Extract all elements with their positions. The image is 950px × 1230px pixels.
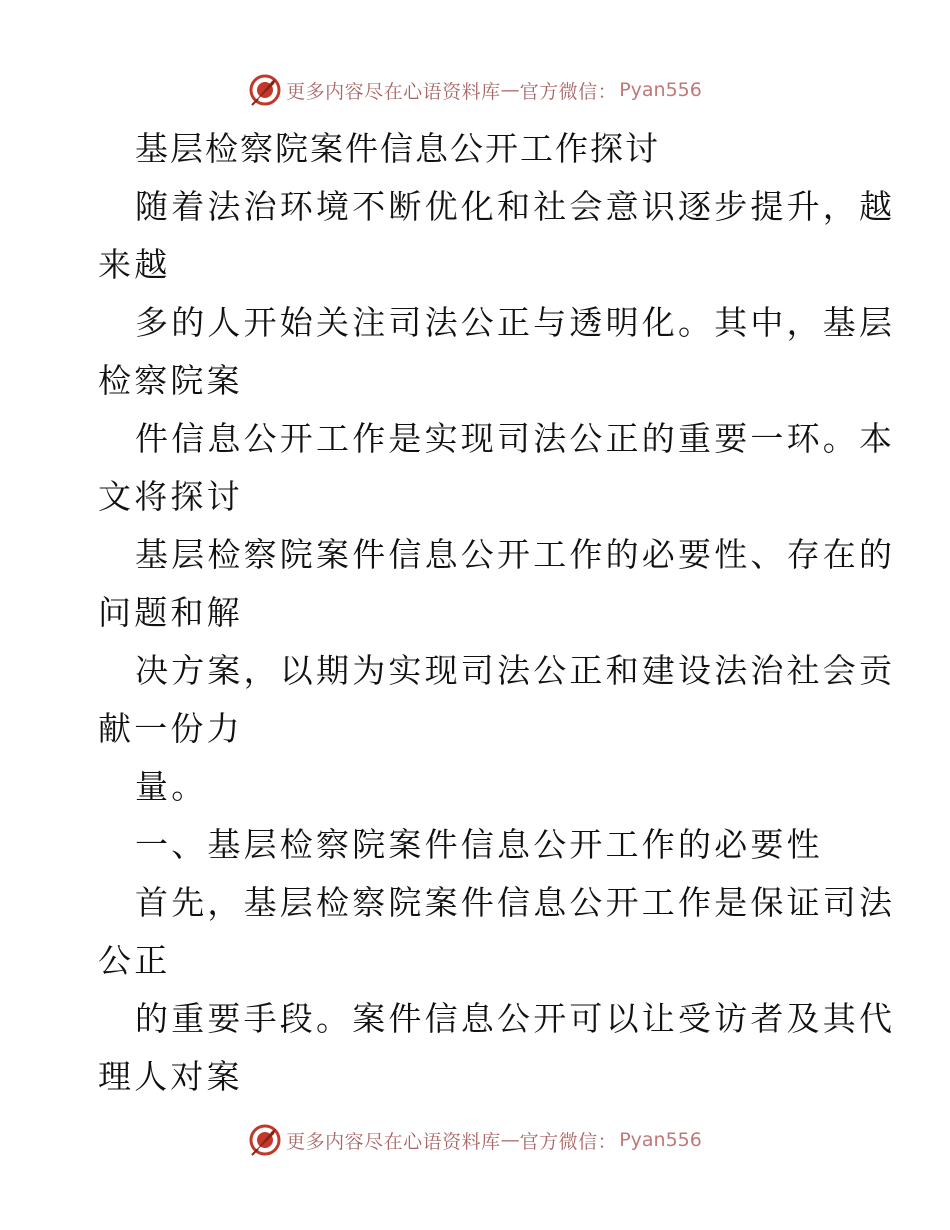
text-line: 检察院案 — [98, 361, 243, 400]
text-line: 来越 — [98, 245, 171, 284]
text-line: 文将探讨 — [98, 477, 243, 516]
watermark-separator: — — [500, 1129, 520, 1151]
quill-logo-icon — [248, 73, 282, 107]
text-line: 的重要手段。案件信息公开可以让受访者及其代 — [135, 999, 896, 1038]
text-line: 量。 — [135, 767, 208, 806]
paragraph-lines — [98, 178, 896, 1106]
watermark-separator: — — [500, 79, 520, 101]
text-line: 多的人开始关注司法公正与透明化。其中，基层 — [135, 303, 896, 342]
text-line: 问题和解 — [98, 593, 243, 632]
document-title: 基层检察院案件信息公开工作探讨 — [135, 129, 660, 168]
text-line: 一、基层检察院案件信息公开工作的必要性 — [135, 825, 823, 864]
text-line: 公正 — [98, 941, 171, 980]
document-body — [98, 120, 896, 1106]
watermark-brand: 更多内容尽在心语资料库 — [286, 80, 501, 103]
text-line: 首先，基层检察院案件信息公开工作是保证司法 — [135, 883, 896, 922]
text-line: 决方案，以期为实现司法公正和建设法治社会贡 — [135, 651, 896, 690]
watermark-brand: 更多内容尽在心语资料库 — [286, 1130, 501, 1153]
footer-watermark — [0, 1120, 950, 1160]
text-line: 件信息公开工作是实现司法公正的重要一环。本 — [135, 419, 896, 458]
text-line: 基层检察院案件信息公开工作的必要性、存在的 — [135, 535, 896, 574]
watermark-wechat-label: 官方微信： — [519, 80, 618, 103]
quill-logo-icon — [248, 1123, 282, 1157]
text-line: 随着法治环境不断优化和社会意识逐步提升，越 — [135, 187, 896, 226]
watermark-wechat-label: 官方微信： — [519, 1130, 618, 1153]
header-watermark — [0, 70, 950, 110]
watermark-wechat-id: Pyan556 — [619, 1129, 702, 1151]
text-line: 献一份力 — [98, 709, 243, 748]
watermark-wechat-id: Pyan556 — [619, 79, 702, 101]
text-line: 理人对案 — [98, 1057, 243, 1096]
